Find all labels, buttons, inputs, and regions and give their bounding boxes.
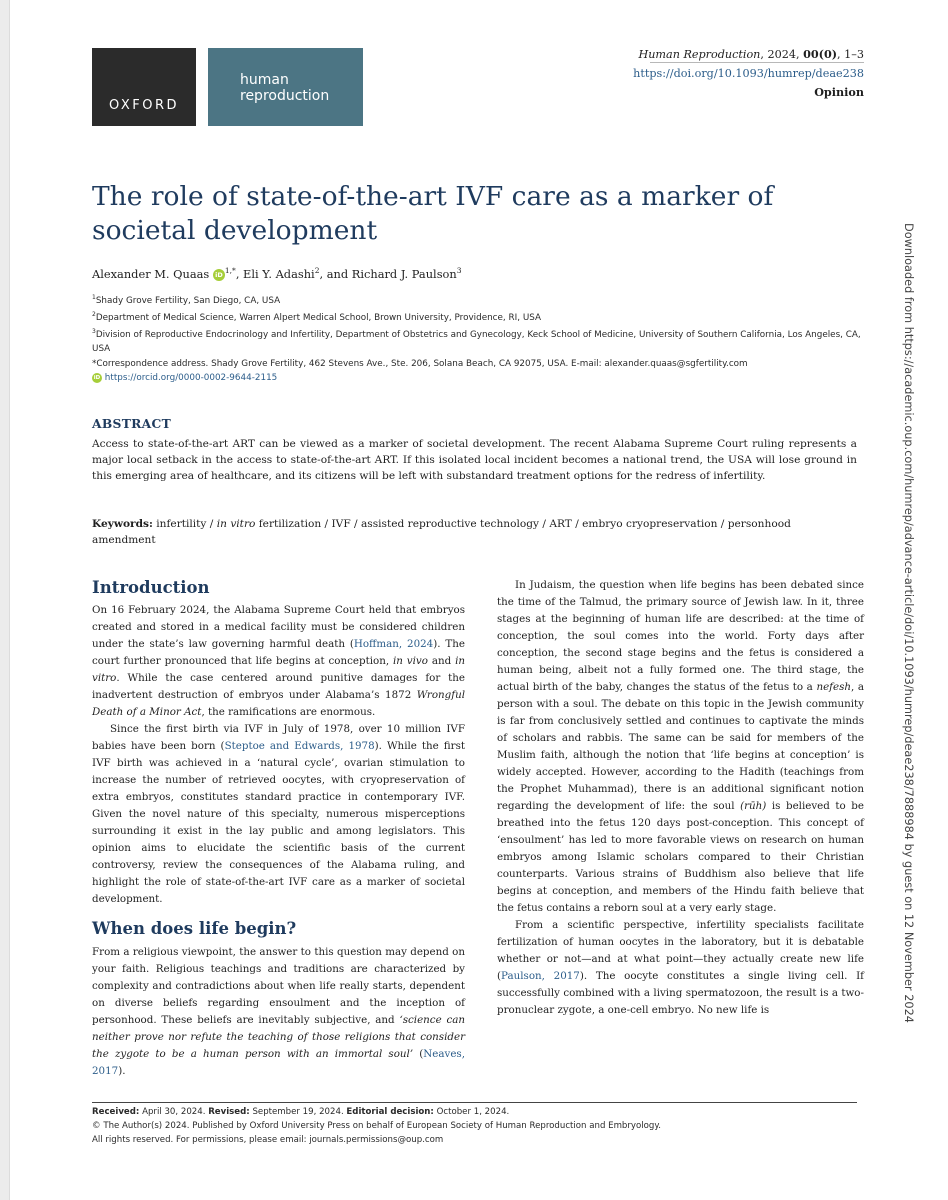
keywords-label: Keywords: <box>92 518 153 530</box>
journal-logo-line1: human <box>240 72 289 88</box>
dates-line <box>92 1105 857 1119</box>
keywords-italic: in vitro <box>216 518 256 530</box>
keywords-part-2: fertilization / IVF / assisted reproductive technology / ART / embryo cryopreservation / personhood amendment <box>92 518 791 546</box>
decision-date: October 1, 2024. <box>433 1107 510 1117</box>
affiliations <box>92 291 862 356</box>
column-right <box>497 577 864 1019</box>
oxford-logo-text: OXFORD <box>108 98 180 113</box>
journal-volume: 00(0) <box>803 47 838 61</box>
intro-paragraph-1 <box>92 602 465 721</box>
download-watermark <box>900 223 916 1023</box>
journal-logo-line2: reproduction <box>240 88 330 104</box>
journal-info <box>633 45 864 102</box>
ref-hoffman-2024[interactable]: Hoffman, 2024 <box>353 638 434 650</box>
journal-name: Human Reproduction <box>638 48 761 61</box>
author-2: , Eli Y. Adashi <box>235 266 315 281</box>
oxford-logo <box>92 48 196 126</box>
text-run: Since the first birth via IVF in July of 1978, over 10 million IVF babies have been born ( <box>92 723 465 752</box>
text-run: ). While the first IVF birth was achieved in a ‘natural cycle’, ovarian stimulation to increase the number of retrieved oocytes, with cryopreservation of extra embryos, constitutes standard practice in contemporary IVF. Given the novel nature of this specialty, numerous misperceptions surrounding it exist in the lay public and among legislators. This opinion aims to elucidate the scientific basis of the current controversy, review the consequences of the Alabama ruling, and highlight the role of state-of-the-art IVF care as a marker of societal development. <box>92 740 465 905</box>
life-begin-heading: When does life begin? <box>92 919 297 938</box>
orcid-icon[interactable]: iD <box>213 269 225 281</box>
abstract-text: Access to state-of-the-art ART can be viewed as a marker of societal development. The recent Alabama Supreme Court ruling represents a major local setback in the access to state-of-the-art ART. If this isolated local incident becomes a national trend, the USA will lose ground in this emerging area of healthcare, and its citizens will be left with substandard treatment options for the redress of infertility. <box>92 438 857 482</box>
italic-run: in vitro <box>92 655 465 684</box>
text-run: From a religious viewpoint, the answer to this question may depend on your faith. Religious teachings and traditions are characterized by complexity and contradictions about when life really starts, dependent on diverse beliefs regarding ensoulment and the inception of personhood. These beliefs are inevitably subjective, and <box>92 946 465 1026</box>
decision-label: Editorial decision: <box>346 1107 434 1117</box>
journal-year: , 2024, <box>760 48 804 61</box>
text-run: On 16 February 2024, the Alabama Supreme Court held that embryos created and stored in a medical facility must be considered children under the state’s law governing harmful death ( <box>92 604 465 650</box>
life-paragraph-3 <box>497 917 864 1019</box>
ref-steptoe-edwards-1978[interactable]: Steptoe and Edwards, 1978 <box>224 740 375 752</box>
affiliation-1-num: 1 <box>92 294 96 301</box>
author-2-affil: 2 <box>314 266 320 275</box>
intro-paragraph-2 <box>92 721 465 908</box>
journal-pages: , 1–3 <box>837 48 864 61</box>
text-run: ). The oocyte constitutes a single living cell. If successfully combined with a living spermatozoon, the result is a two-pronuclear zygote, a one-cell embryo. No new life is <box>497 970 864 1016</box>
article-type: Opinion <box>814 85 864 99</box>
italic-run: in vivo <box>393 655 428 667</box>
text-run: is believed to be breathed into the fetus 120 days post-conception. This concept of ‘ensoulment’ has led to more favorable views on research on human embryos among Islamic scholars compared to their Christian counterparts. Various strains of Buddhism also believe that life begins at conception, and members of the Hindu faith believe that the fetus contains a reborn soul at a very early stage. <box>497 800 864 914</box>
abstract-heading: ABSTRACT <box>92 416 172 431</box>
text-run: , the ramifications are enormous. <box>201 706 376 718</box>
affiliation-2-text: Department of Medical Science, Warren Alpert Medical School, Brown University, Providence, RI, USA <box>95 312 542 323</box>
italic-run: (rūh) <box>740 800 767 812</box>
life-paragraph-1 <box>92 944 465 1080</box>
article-footer <box>92 1102 857 1147</box>
download-watermark-text: Downloaded from https://academic.oup.com/humrep/advance-article/doi/10.1093/humrep/deae238/7888984 by guest on 12 November 2024 <box>902 223 915 1023</box>
correspondence <box>92 357 862 385</box>
text-run: and <box>427 655 456 667</box>
text-run: In Judaism, the question when life begins has been debated since the time of the Talmud, the primary source of Jewish law. In it, three stages at the beginning of human life are described: at the time of conception, the soul comes into the world. Forty days after conception, the second stage begins and the fetus is considered a human being, albeit not a fully formed one. The third stage, the actual birth of the baby, changes the status of the fetus to a <box>497 579 864 693</box>
revised-date: September 19, 2024. <box>249 1107 347 1117</box>
article-title: The role of state-of-the-art IVF care as a marker of societal development <box>92 181 774 246</box>
author-1-affil: 1,* <box>224 266 236 275</box>
ref-neaves-2017[interactable]: Neaves, 2017 <box>92 1048 465 1077</box>
affiliation-2-num: 2 <box>92 310 96 318</box>
text-run: From a scientific perspective, infertility specialists facilitate fertilization of human oocytes in the laboratory, but it is debatable whether or not—and at what point—they actually create new life ( <box>497 919 864 982</box>
keywords-part-1: infertility / <box>152 518 217 530</box>
column-left <box>92 577 465 1080</box>
rights-line: All rights reserved. For permissions, please email: journals.permissions@oup.com <box>92 1135 444 1145</box>
affiliation-3-text: Division of Reproductive Endocrinology and Infertility, Department of Obstetrics and Gynecology, Keck School of Medicine, University of Southern California, Los Angeles, CA, USA <box>92 329 861 354</box>
author-3: , and Richard J. Paulson <box>319 266 457 281</box>
page-edge <box>0 0 10 1200</box>
orcid-row <box>92 371 862 385</box>
italic-quote: ‘science can neither prove nor refute the teaching of those religions that consider the zygote to be a human person with an immortal soul’ <box>92 1014 465 1060</box>
author-list <box>92 266 462 281</box>
introduction-heading: Introduction <box>92 578 210 597</box>
author-3-affil: 3 <box>456 266 462 275</box>
affiliation-3 <box>92 325 862 356</box>
revised-label: Revised: <box>208 1107 250 1117</box>
author-1: Alexander M. Quaas <box>92 266 210 281</box>
journal-logo <box>208 48 363 126</box>
text-run: , a person with a soul. The debate on this topic in the Jewish community is far from conclusively settled and continues to captivate the minds of scholars and rabbis. The same can be said for members of the Muslim faith, although the notion that ‘life begins at conception’ is widely accepted. However, according to the Hadith (teachings from the Prophet Muhammad), there is an additional significant notion regarding the development of life: the soul <box>497 681 865 812</box>
text-run: ). <box>118 1065 126 1077</box>
text-run: ). The court further pronounced that life begins at conception, <box>92 638 465 667</box>
received-date: April 30, 2024. <box>139 1107 209 1117</box>
keywords <box>92 516 857 548</box>
orcid-small-icon: iD <box>93 375 101 381</box>
affiliation-1-text: Shady Grove Fertility, San Diego, CA, USA <box>95 295 281 306</box>
copyright-line: © The Author(s) 2024. Published by Oxford University Press on behalf of European Society of Human Reproduction and Embryology. <box>92 1121 661 1131</box>
affiliation-1 <box>92 291 862 308</box>
received-label: Received: <box>92 1107 140 1117</box>
text-run: . While the case centered around punitive damages for the inadvertent destruction of embryos under Alabama’s 1872 <box>92 672 465 701</box>
correspondence-address: *Correspondence address. Shady Grove Fertility, 462 Stevens Ave., Ste. 206, Solana Beach, CA 92075, USA. E-mail: alexander.quaas@sgfertility.com <box>92 359 748 369</box>
affiliation-2 <box>92 308 862 325</box>
header-rule <box>650 62 864 63</box>
life-paragraph-2 <box>497 577 864 917</box>
doi-link[interactable]: https://doi.org/10.1093/humrep/deae238 <box>633 67 864 80</box>
affiliation-3-num: 3 <box>92 327 96 335</box>
orcid-link[interactable]: https://orcid.org/0000-0002-9644-2115 <box>104 373 278 383</box>
italic-run: nefesh <box>816 681 851 693</box>
italic-run: Wrongful Death of a Minor Act <box>92 689 465 718</box>
ref-paulson-2017[interactable]: Paulson, 2017 <box>501 970 580 982</box>
text-run: ( <box>413 1048 424 1060</box>
